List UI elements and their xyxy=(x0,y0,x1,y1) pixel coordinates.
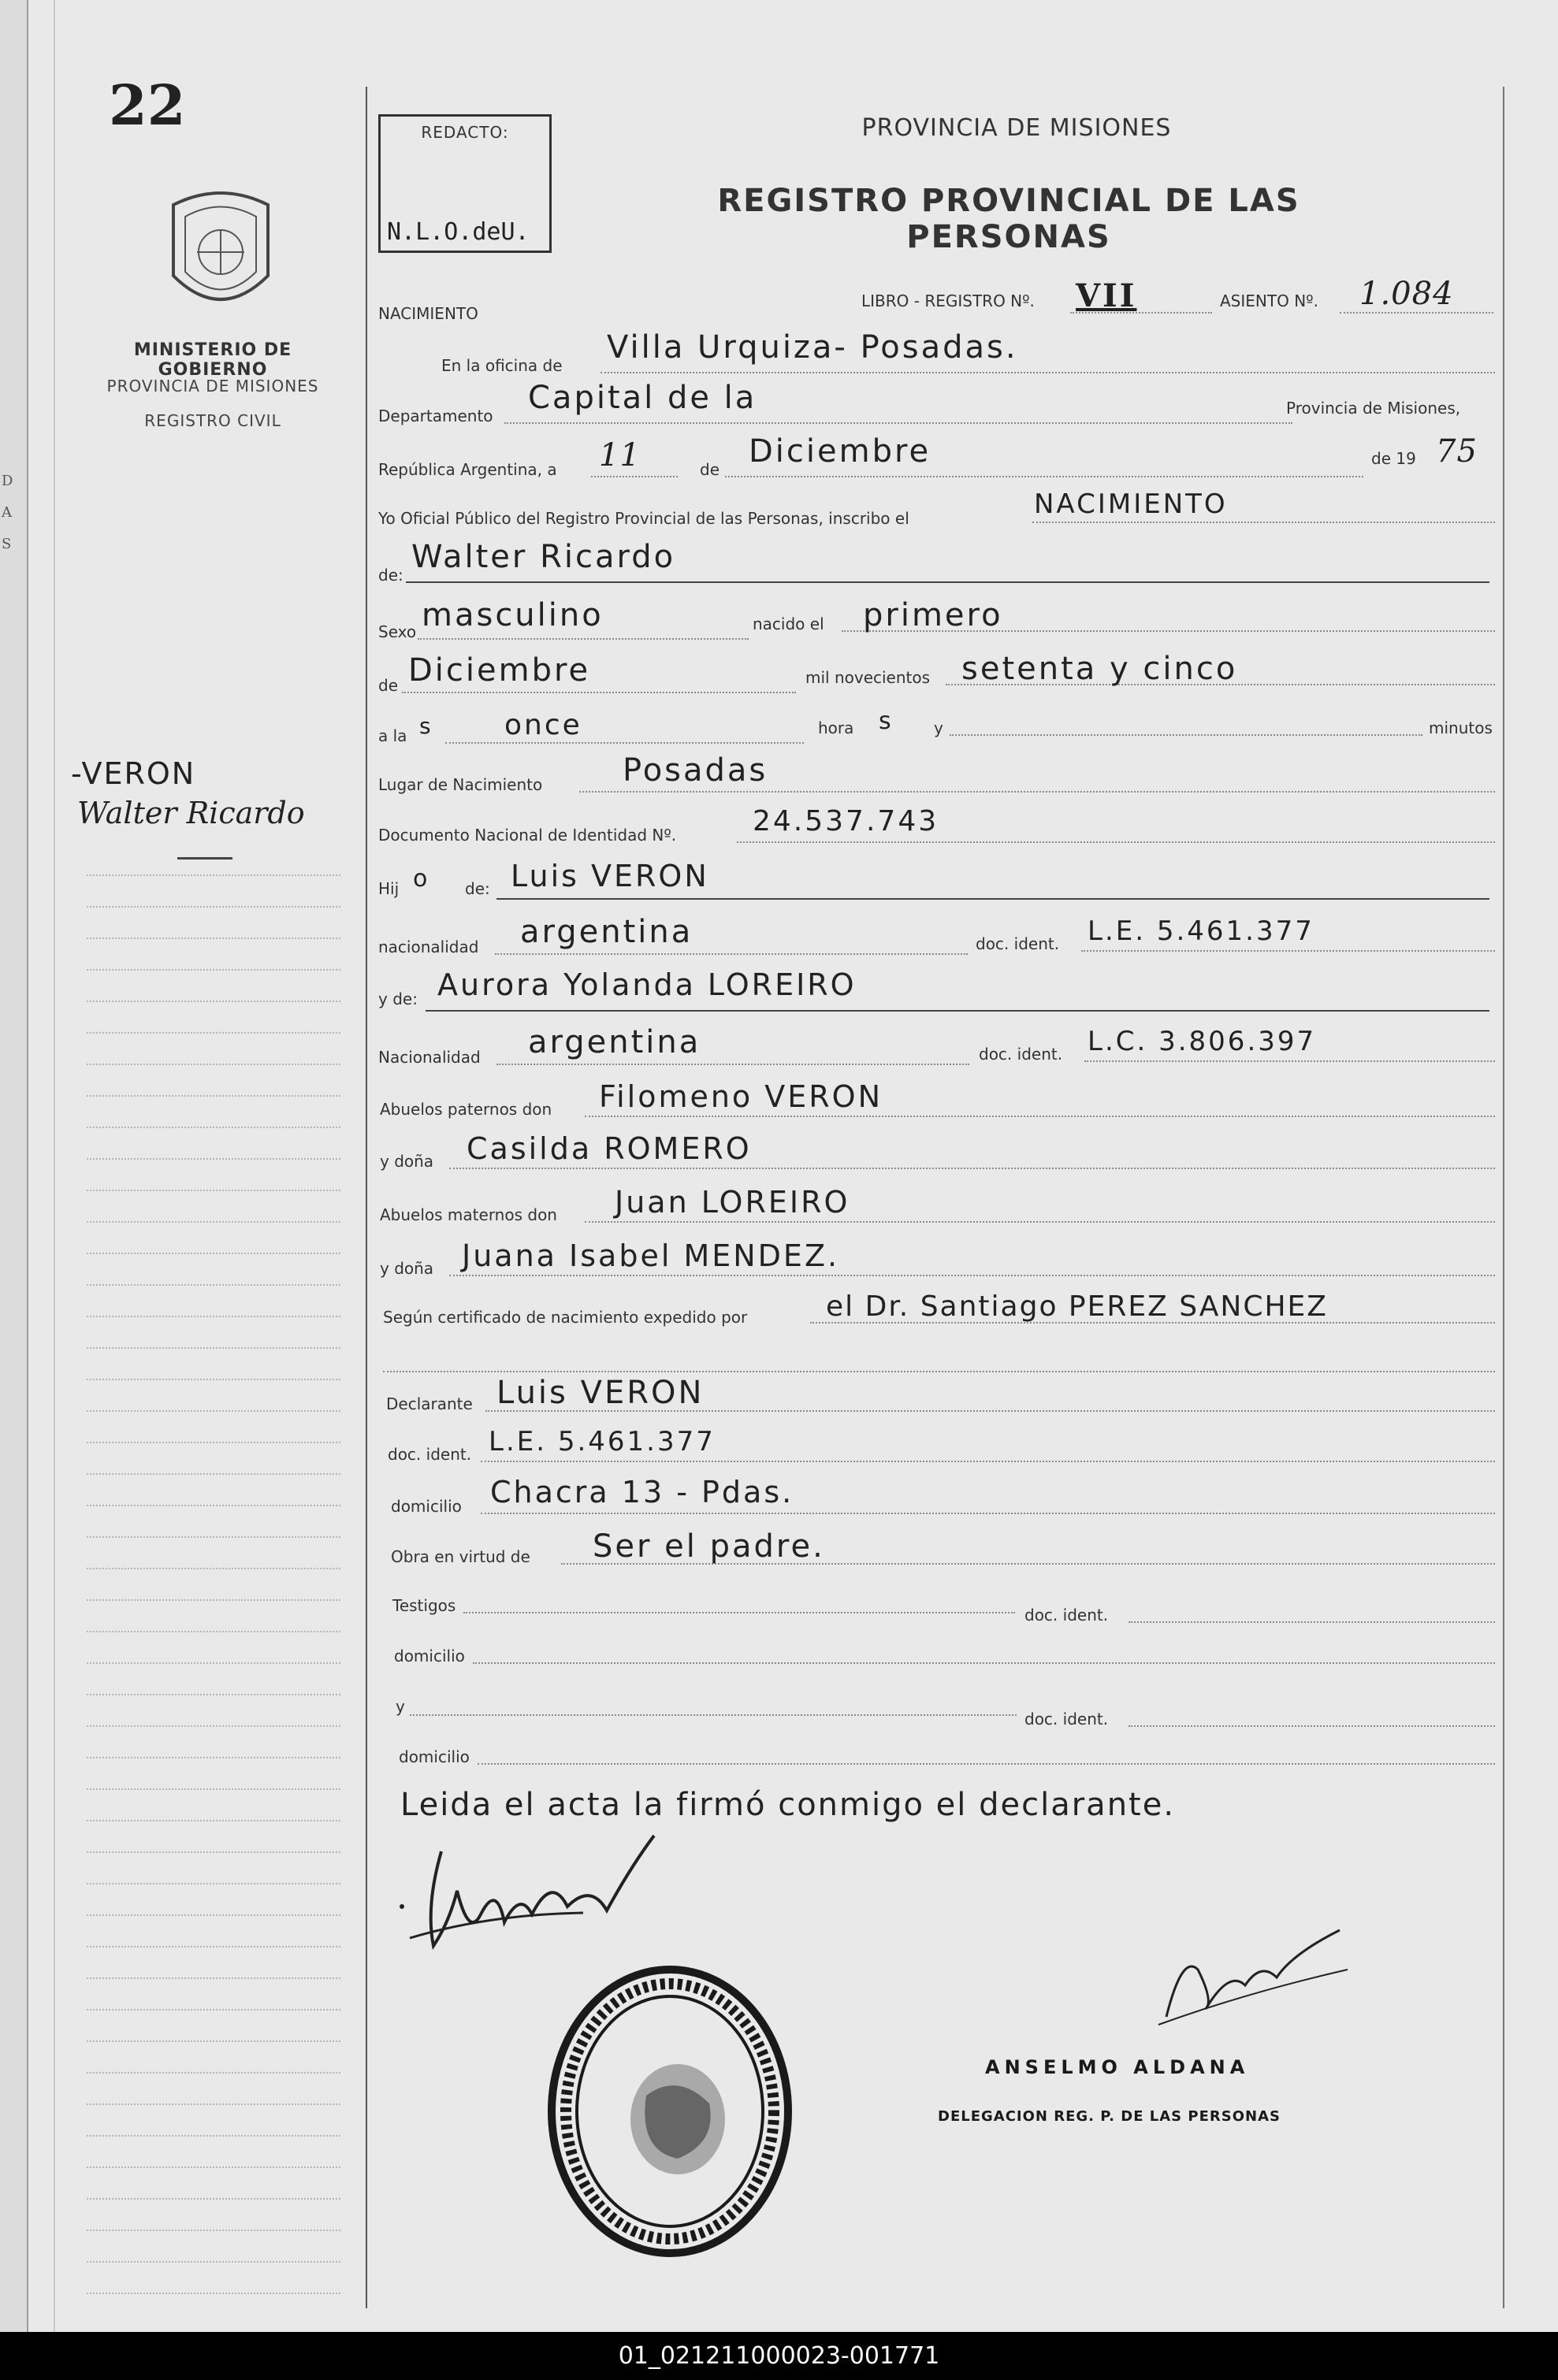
margin-rule xyxy=(87,2072,340,2074)
margin-rule xyxy=(87,1505,340,1507)
margin-rule xyxy=(87,1253,340,1255)
alas-label: a la xyxy=(378,726,407,745)
margin-rule xyxy=(87,1568,340,1570)
image-filename-footer: 01_021211000023-001771 xyxy=(0,2332,1558,2380)
hora-suffix: s xyxy=(879,707,894,735)
provincia-label: Provincia de Misiones, xyxy=(1286,399,1461,418)
margin-rule xyxy=(87,1347,340,1350)
ministry-province: PROVINCIA DE MISIONES xyxy=(106,377,319,395)
abuelo-pat-value: Filomeno VERON xyxy=(599,1079,883,1114)
header-province: PROVINCIA DE MISIONES xyxy=(861,114,1172,142)
ydona-label-mat: y doña xyxy=(380,1259,434,1278)
hijo-label: Hij xyxy=(378,879,400,898)
margin-rule xyxy=(87,1190,340,1192)
sexo-label: Sexo xyxy=(378,622,417,641)
official-name: ANSELMO ALDANA xyxy=(985,2056,1250,2078)
redacto-label: REDACTO: xyxy=(421,123,509,142)
anio-value: 75 xyxy=(1436,433,1478,470)
testigos-label: Testigos xyxy=(392,1596,456,1615)
abuela-mat-value: Juana Isabel MENDEZ. xyxy=(462,1238,840,1273)
page-number: 22 xyxy=(109,72,186,138)
lugar-value: Posadas xyxy=(623,752,768,789)
margin-rule xyxy=(87,1946,340,1948)
certificado-value: el Dr. Santiago PEREZ SANCHEZ xyxy=(826,1290,1328,1323)
margin-rule xyxy=(87,2293,340,2295)
departamento-label: Departamento xyxy=(378,407,493,425)
lugar-label: Lugar de Nacimiento xyxy=(378,775,543,794)
margin-rule xyxy=(87,1883,340,1885)
libro-label: LIBRO - REGISTRO Nº. xyxy=(861,291,1035,310)
margin-rule xyxy=(87,1001,340,1003)
madre-doc-value: L.C. 3.806.397 xyxy=(1088,1026,1317,1057)
domicilio-label-testigo2: domicilio xyxy=(399,1747,470,1766)
departamento-value: Capital de la xyxy=(528,380,757,416)
margin-rule xyxy=(87,2040,340,2043)
nacido-value: primero xyxy=(863,597,1003,633)
y2-label: y xyxy=(396,1697,405,1716)
margin-rule xyxy=(87,1442,340,1444)
mes-value: Diciembre xyxy=(749,433,931,470)
redacto-box xyxy=(378,114,552,253)
doc-ident-label-decl: doc. ident. xyxy=(388,1445,472,1464)
declarant-signature xyxy=(394,1820,678,1977)
margin-rule xyxy=(87,2167,340,2169)
madre-nac-value: argentina xyxy=(528,1024,701,1060)
margin-rule xyxy=(87,1410,340,1413)
margin-rule xyxy=(87,969,340,971)
abuelos-pat-label: Abuelos paternos don xyxy=(380,1100,552,1119)
margin-rule xyxy=(87,1851,340,1854)
margin-rule xyxy=(87,1631,340,1633)
de-label: de xyxy=(700,460,720,479)
domicilio-label-testigo1: domicilio xyxy=(394,1647,465,1665)
asiento-label: ASIENTO Nº. xyxy=(1220,291,1318,310)
margin-rule xyxy=(87,1820,340,1822)
margin-rule xyxy=(87,2230,340,2232)
asiento-value: 1.084 xyxy=(1359,276,1454,312)
de3-label: de: xyxy=(465,879,490,898)
republica-label: República Argentina, a xyxy=(378,460,557,479)
de2-label: de xyxy=(378,676,398,695)
margin-rule xyxy=(87,1221,340,1223)
margin-rule xyxy=(87,1599,340,1602)
margin-line xyxy=(54,0,55,2332)
margin-rule xyxy=(87,2009,340,2011)
obra-value: Ser el padre. xyxy=(593,1528,825,1565)
oficina-label: En la oficina de xyxy=(441,356,563,375)
margin-rule xyxy=(87,1158,340,1160)
yde-label: y de: xyxy=(378,990,418,1008)
margin-rule xyxy=(87,1379,340,1381)
hijo-suffix: o xyxy=(413,865,430,893)
declarante-value: Luis VERON xyxy=(496,1375,705,1411)
margin-rule xyxy=(87,1725,340,1728)
margin-given-name: Walter Ricardo xyxy=(77,796,305,830)
y-label: y xyxy=(934,718,943,737)
doc-ident-label-padre: doc. ident. xyxy=(976,934,1060,953)
padre-nac-value: argentina xyxy=(520,914,693,950)
declarante-label: Declarante xyxy=(386,1394,473,1413)
official-delegation: DELEGACION REG. P. DE LAS PERSONAS xyxy=(938,2108,1281,2125)
margin-rule xyxy=(87,1284,340,1287)
margin-rule xyxy=(87,2261,340,2263)
ministry-seal-icon xyxy=(158,189,284,323)
nacido-label: nacido el xyxy=(753,614,824,633)
doc-ident-label-testigo1: doc. ident. xyxy=(1024,1606,1109,1624)
margin-rule xyxy=(87,1032,340,1034)
right-border xyxy=(1503,87,1504,2308)
margin-rule xyxy=(87,1977,340,1980)
decl-doc-value: L.E. 5.461.377 xyxy=(489,1426,716,1457)
previous-page-edge: D A S xyxy=(0,0,28,2332)
ministry-title: MINISTERIO DE GOBIERNO xyxy=(133,340,292,380)
ministry-registry: REGISTRO CIVIL xyxy=(144,411,281,430)
column-divider xyxy=(366,87,367,2308)
nombre-label: de: xyxy=(378,566,403,585)
alas-suffix: s xyxy=(419,713,433,739)
minutos-label: minutos xyxy=(1429,718,1493,737)
official-signature xyxy=(1151,1922,1355,2033)
domicilio-value: Chacra 13 - Pdas. xyxy=(490,1475,794,1509)
abuela-pat-value: Casilda ROMERO xyxy=(467,1131,752,1166)
madre-value: Aurora Yolanda LOREIRO xyxy=(437,967,857,1002)
oficial-text: Yo Oficial Público del Registro Provincial de las Personas, inscribo el xyxy=(378,509,909,528)
municipal-stamp xyxy=(544,1962,796,2261)
mes-nac-value: Diciembre xyxy=(408,652,591,689)
padre-value: Luis VERON xyxy=(511,859,709,893)
margin-rule xyxy=(87,1788,340,1791)
obra-label: Obra en virtud de xyxy=(391,1547,530,1566)
hora-value: once xyxy=(504,709,582,741)
margin-rule xyxy=(87,2135,340,2137)
padre-doc-value: L.E. 5.461.377 xyxy=(1088,915,1314,947)
margin-rule xyxy=(87,938,340,940)
margin-rule xyxy=(87,1064,340,1066)
dni-label: Documento Nacional de Identidad Nº. xyxy=(378,826,677,845)
certificado-label: Según certificado de nacimiento expedido por xyxy=(383,1308,748,1327)
margin-rule xyxy=(87,906,340,908)
redacto-value: N.L.O.deU. xyxy=(387,218,530,246)
doc-ident-label-testigo2: doc. ident. xyxy=(1024,1710,1109,1728)
doc-ident-label-madre: doc. ident. xyxy=(979,1045,1063,1064)
margin-rule xyxy=(87,1662,340,1665)
margin-rule xyxy=(87,1914,340,1917)
nacionalidad-label: nacionalidad xyxy=(378,938,479,956)
abuelo-mat-value: Juan LOREIRO xyxy=(615,1185,850,1220)
margin-rule xyxy=(87,1536,340,1539)
margin-rule xyxy=(87,1316,340,1318)
libro-value: VII xyxy=(1076,277,1137,314)
margin-rule xyxy=(87,1757,340,1759)
anio-label: de 19 xyxy=(1371,449,1416,468)
margin-rule xyxy=(87,1095,340,1097)
nacionalidad2-label: Nacionalidad xyxy=(378,1048,481,1067)
margin-rule xyxy=(87,874,340,877)
dia-value: 11 xyxy=(599,437,641,473)
nombre-value: Walter Ricardo xyxy=(411,539,676,575)
oficina-value: Villa Urquiza- Posadas. xyxy=(607,329,1018,366)
margin-rule xyxy=(87,2198,340,2200)
ydona-label-pat: y doña xyxy=(380,1152,434,1171)
hora-label: hora xyxy=(818,718,854,737)
nacimiento-label: NACIMIENTO xyxy=(378,304,478,323)
margin-rule xyxy=(87,1127,340,1129)
anio-nac-value: setenta y cinco xyxy=(961,651,1238,687)
header-registry: REGISTRO PROVINCIAL DE LAS PERSONAS xyxy=(717,183,1300,255)
dni-value: 24.537.743 xyxy=(753,805,939,837)
sexo-value: masculino xyxy=(422,597,604,633)
margin-rule xyxy=(87,2103,340,2106)
closing-value: Leida el acta la firmó conmigo el declarante. xyxy=(400,1787,1176,1823)
mil-label: mil novecientos xyxy=(805,668,931,687)
margin-rule xyxy=(87,1473,340,1476)
margin-surname: -VERON xyxy=(71,756,196,791)
abuelos-mat-label: Abuelos maternos don xyxy=(380,1205,557,1224)
margin-rule xyxy=(87,1694,340,1696)
domicilio-label: domicilio xyxy=(391,1497,462,1516)
oficial-value: NACIMIENTO xyxy=(1034,488,1228,520)
